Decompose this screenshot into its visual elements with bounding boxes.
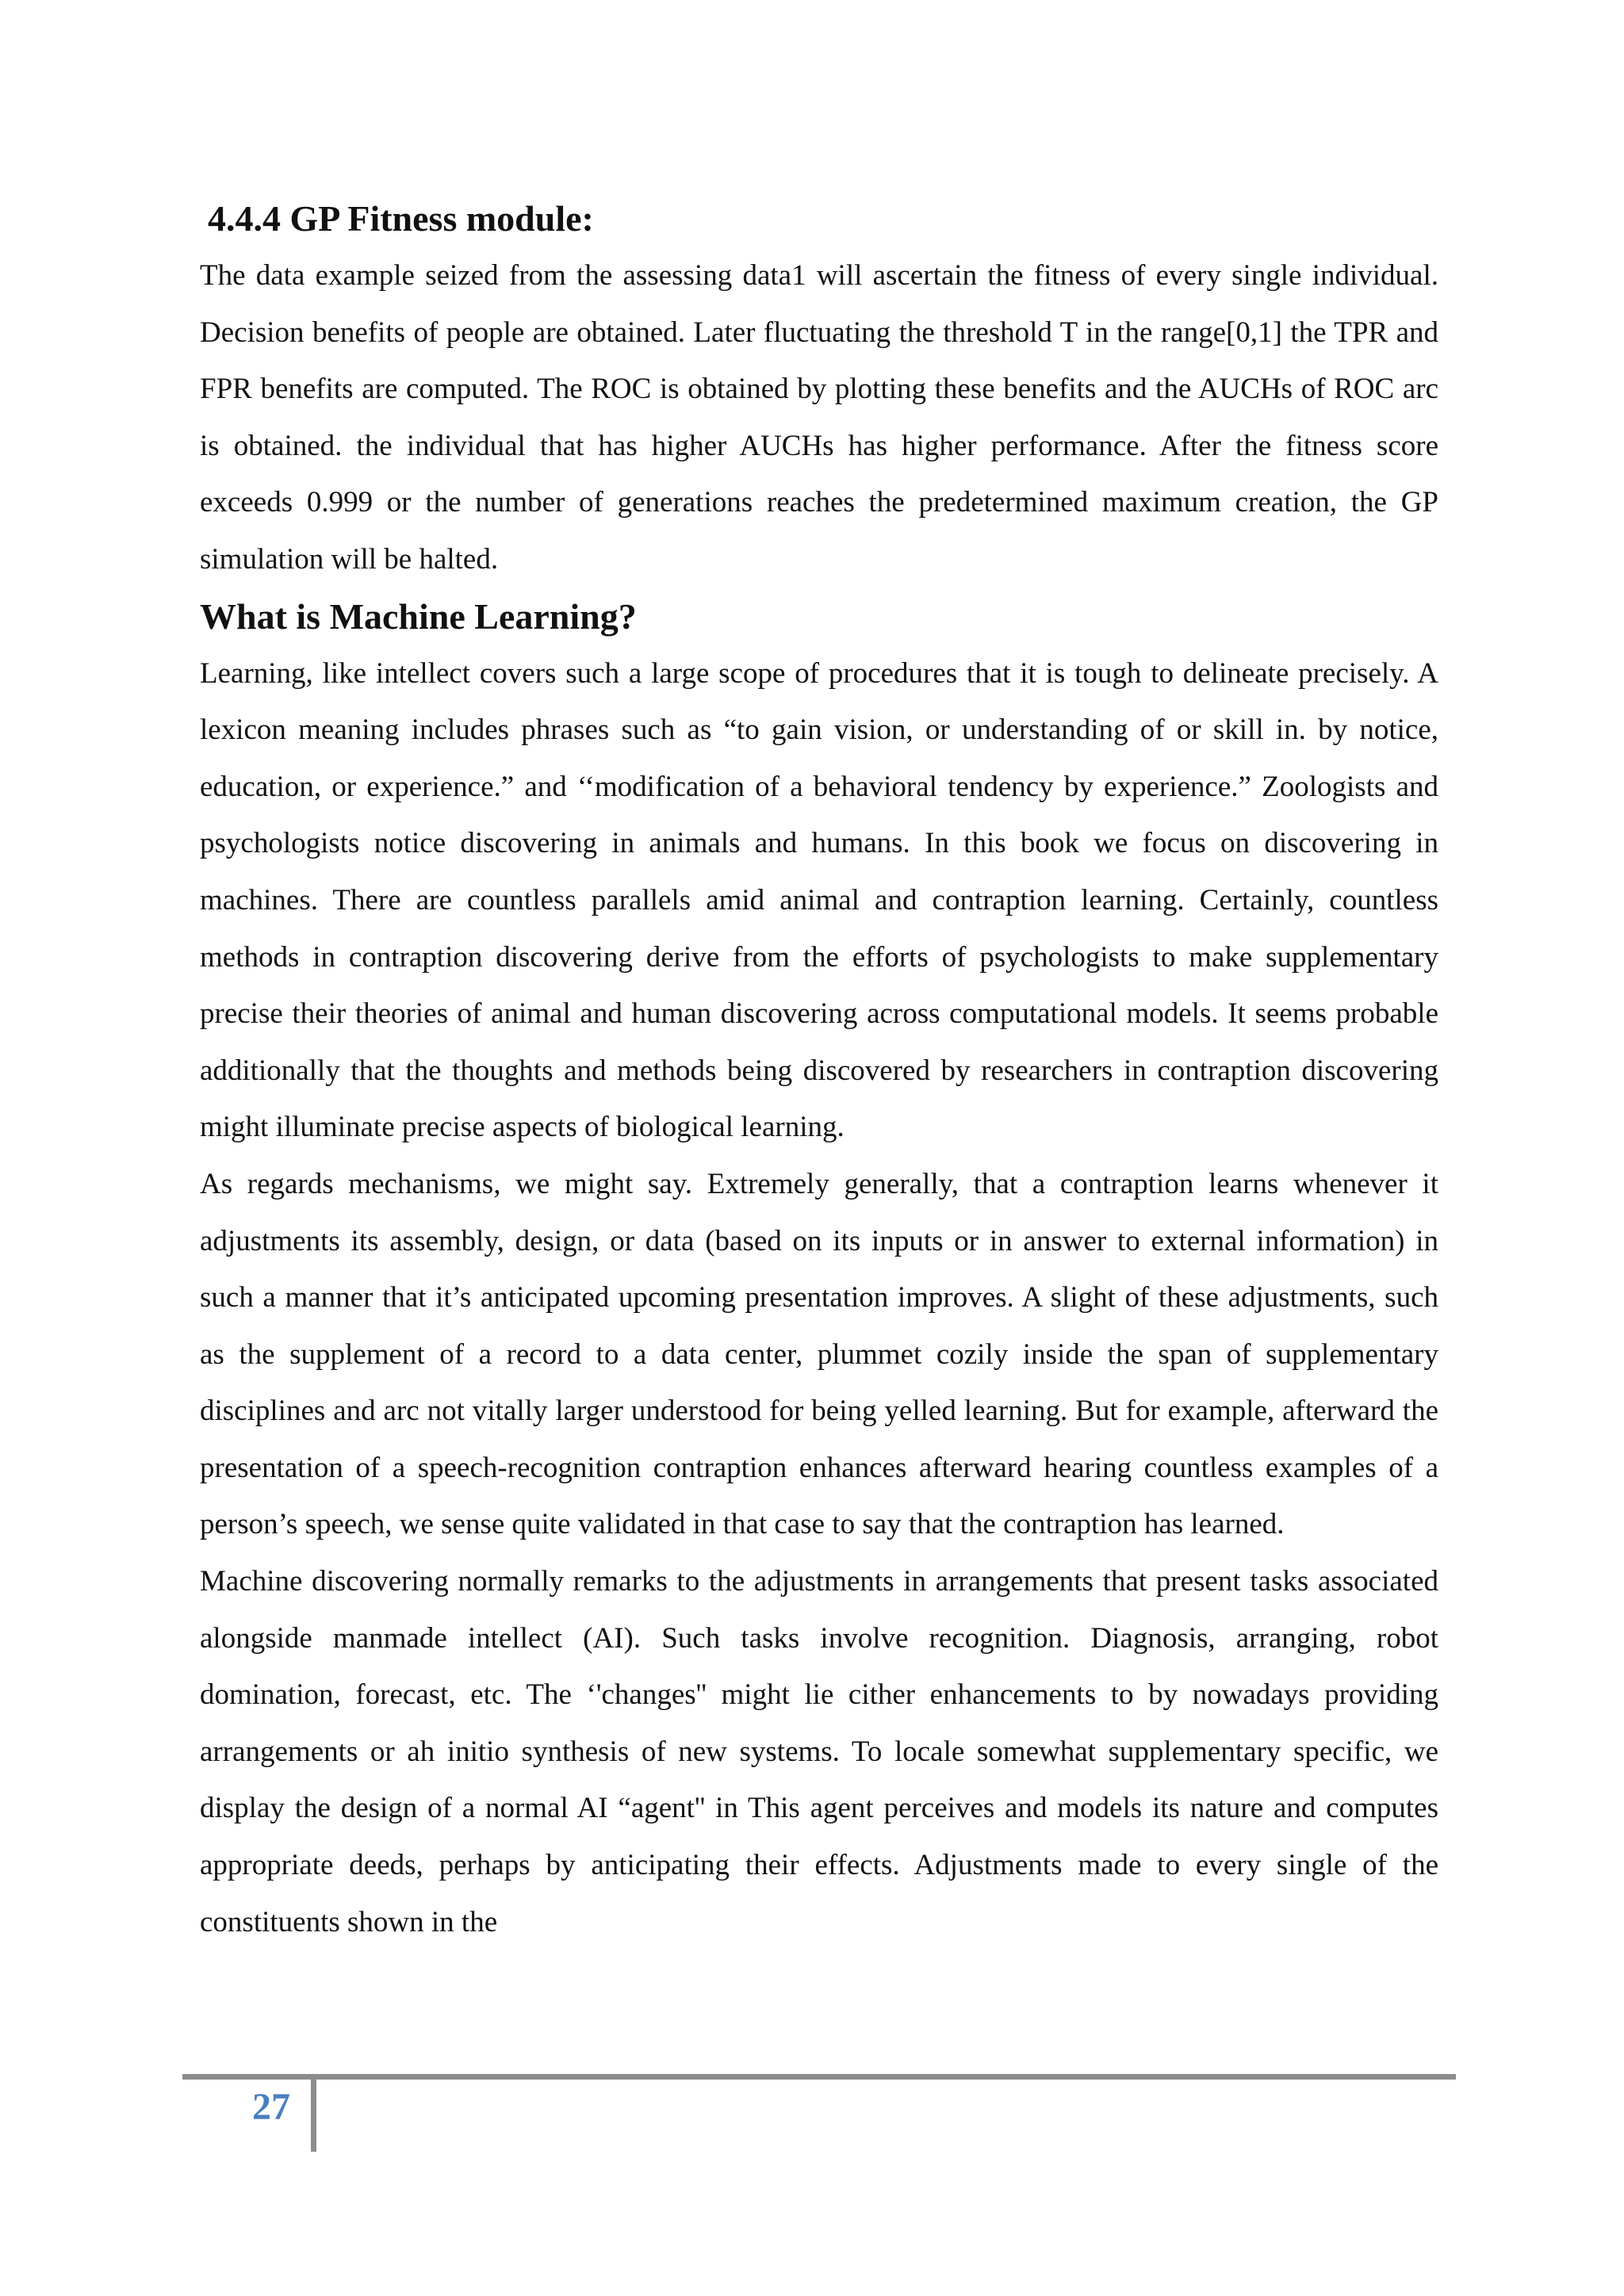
footer-rule [182, 2074, 1456, 2080]
section-heading: 4.4.4 GP Fitness module: [208, 198, 594, 239]
section-paragraph: The data example seized from the assessing data1 will ascertain the fitness of every single individual. Decision benefits of people are obtained. Later fluctuating the threshold T in the range[0,1] the TPR and FPR benefits are computed. The ROC is obtained by plotting these benefits and the AUCHs of ROC arc is obtained. the individual that has higher AUCHs has higher performance. After the fitness score exceeds 0.999 or the number of generations reaches the predetermined maximum creation, the GP simulation will be halted. [200, 259, 1438, 576]
page-body [200, 190, 1438, 1950]
page-number: 27 [252, 2086, 290, 2128]
body-paragraph-1: Learning, like intellect covers such a large scope of procedures that it is tough to delineate precisely. A lexicon meaning includes phrases such as “to gain vision, or understanding of or skill in. by notice, education, or experience.” and ‘‘modification of a behavioral tendency by experience.” Zoologists and psychologists notice discovering in animals and humans. In this book we focus on discovering in machines. There are countless parallels amid animal and contraption learning. Certainly, countless methods in contraption discovering derive from the efforts of psychologists to make supplementary precise their theories of animal and human discovering across computational models. It seems probable additionally that the thoughts and methods being discovered by researchers in contraption discovering might illuminate precise aspects of biological learning. [200, 656, 1438, 1144]
footer-divider [311, 2076, 316, 2152]
subheading: What is Machine Learning? [200, 595, 637, 637]
body-paragraph-3: Machine discovering normally remarks to the adjustments in arrangements that present tasks associated alongside manmade intellect (AI). Such tasks involve recognition. Diagnosis, arranging, robot domination, forecast, etc. The ‘'changes'' might lie cither enhancements to by nowadays providing arrangements or ah initio synthesis of new systems. To locale somewhat supplementary specific, we display the design of a normal AI “agent'' in This agent perceives and models its nature and computes appropriate deeds, perhaps by anticipating their effects. Adjustments made to every single of the constituents shown in the [200, 1565, 1438, 1938]
body-paragraph-2: As regards mechanisms, we might say. Extremely generally, that a contraption learns whenever it adjustments its assembly, design, or data (based on its inputs or in answer to external information) in such a manner that it’s anticipated upcoming presentation improves. A slight of these adjustments, such as the supplement of a record to a data center, plummet cozily inside the span of supplementary disciplines and arc not vitally larger understood for being yelled learning. But for example, afterward the presentation of a speech-recognition contraption enhances afterward hearing countless examples of a person’s speech, we sense quite validated in that case to say that the contraption has learned. [200, 1167, 1438, 1541]
